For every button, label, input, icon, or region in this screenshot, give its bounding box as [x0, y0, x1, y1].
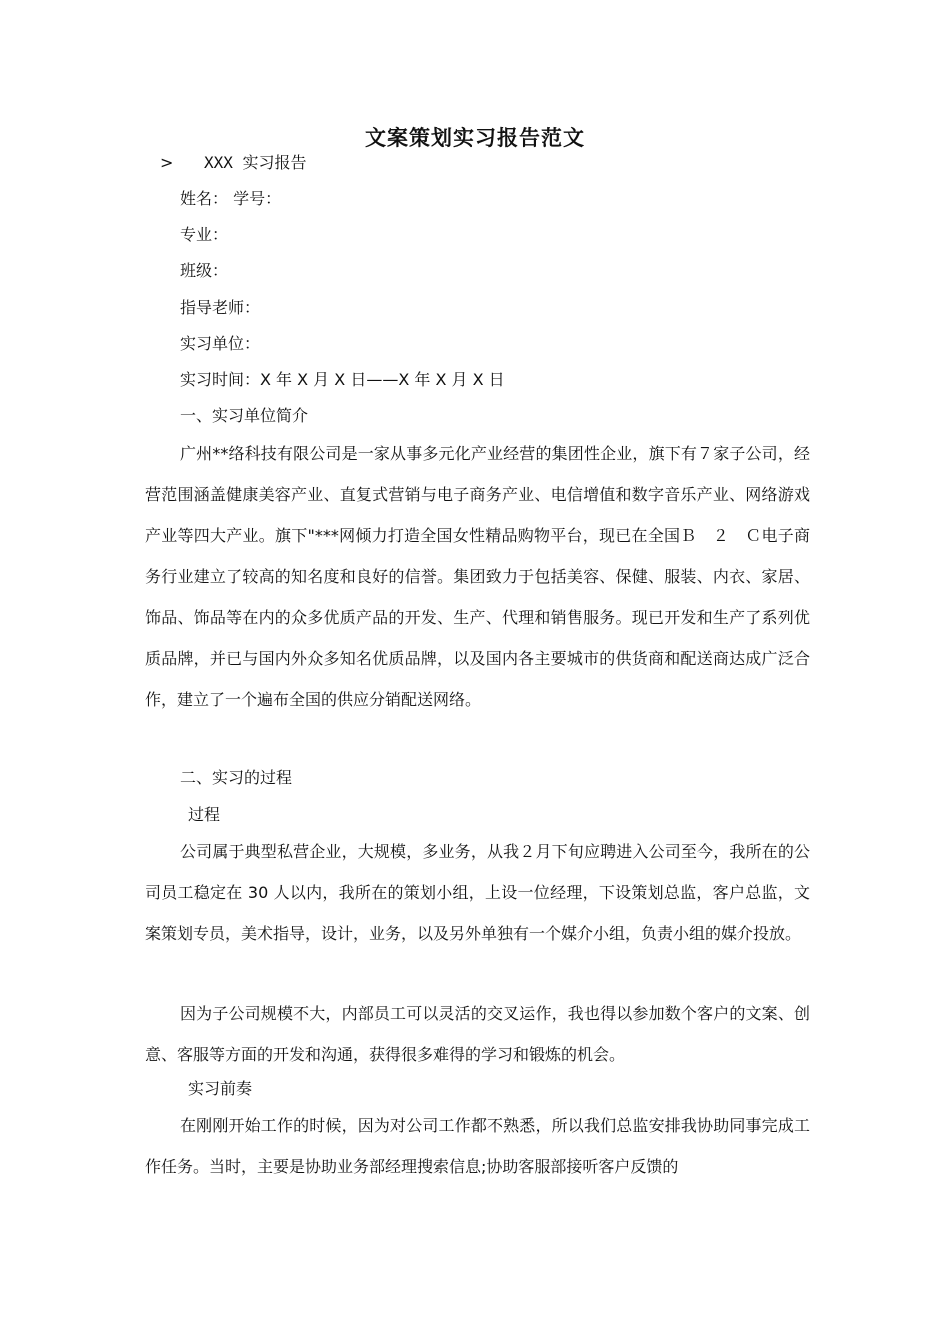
field-name-id: 姓名： 学号：: [180, 189, 282, 208]
section1-heading: 一、实习单位简介: [180, 406, 309, 425]
subheading-process: 过程: [188, 805, 221, 824]
field-class: 班级：: [180, 261, 229, 280]
field-major: 专业：: [180, 225, 229, 244]
section2-heading: 二、实习的过程: [180, 768, 293, 787]
field-advisor: 指导老师：: [180, 298, 261, 317]
subheading-prelude: 实习前奏: [188, 1079, 253, 1098]
document-title: 文案策划实习报告范文: [365, 125, 585, 150]
process-paragraph-2: 因为子公司规模不大，内部员工可以灵活的交叉运作，我也得以参加数个客户的文案、创意、客服等方面的开发和沟通，获得很多难得的学习和锻炼的机会。: [145, 1004, 810, 1064]
field-period: 实习时间：X 年 X 月 X 日——X 年 X 月 X 日: [180, 370, 505, 389]
process-paragraph-1: 公司属于典型私营企业，大规模，多业务，从我２月下旬应聘进入公司至今，我所在的公司员工稳定在 30 人以内，我所在的策划小组，上设一位经理，下设策划总监，客户总监，文案策划专员，美术指导，设计，业务，以及另外单独有一个媒介小组，负责小组的媒介投放。: [145, 842, 810, 943]
prelude-paragraph: 在刚刚开始工作的时候，因为对公司工作都不熟悉，所以我们总监安排我协助同事完成工作任务。当时，主要是协助业务部经理搜索信息;协助客服部接听客户反馈的: [145, 1116, 810, 1176]
section1-paragraph: 广州**络科技有限公司是一家从事多元化产业经营的集团性企业，旗下有７家子公司，经营范围涵盖健康美容产业、直复式营销与电子商务产业、电信增值和数字音乐产业、网络游戏产业等四大产业。旗下"***网倾力打造全国女性精品购物平台，现已在全国Ｂ ２ Ｃ电子商务行业建立了较高的知名度和良好的信誉。集团致力于包括美容、保健、服装、内衣、家居、饰品、饰品等在内的众多优质产品的开发、生产、代理和销售服务。现已开发和生产了系列优质品牌，并已与国内外众多知名优质品牌，以及国内各主要城市的供货商和配送商达成广泛合作，建立了一个遍布全国的供应分销配送网络。: [145, 444, 810, 709]
toc-entry[interactable]: XXX 实习报告: [204, 153, 307, 172]
field-unit: 实习单位：: [180, 334, 261, 353]
toc-marker-icon: >: [160, 153, 174, 172]
